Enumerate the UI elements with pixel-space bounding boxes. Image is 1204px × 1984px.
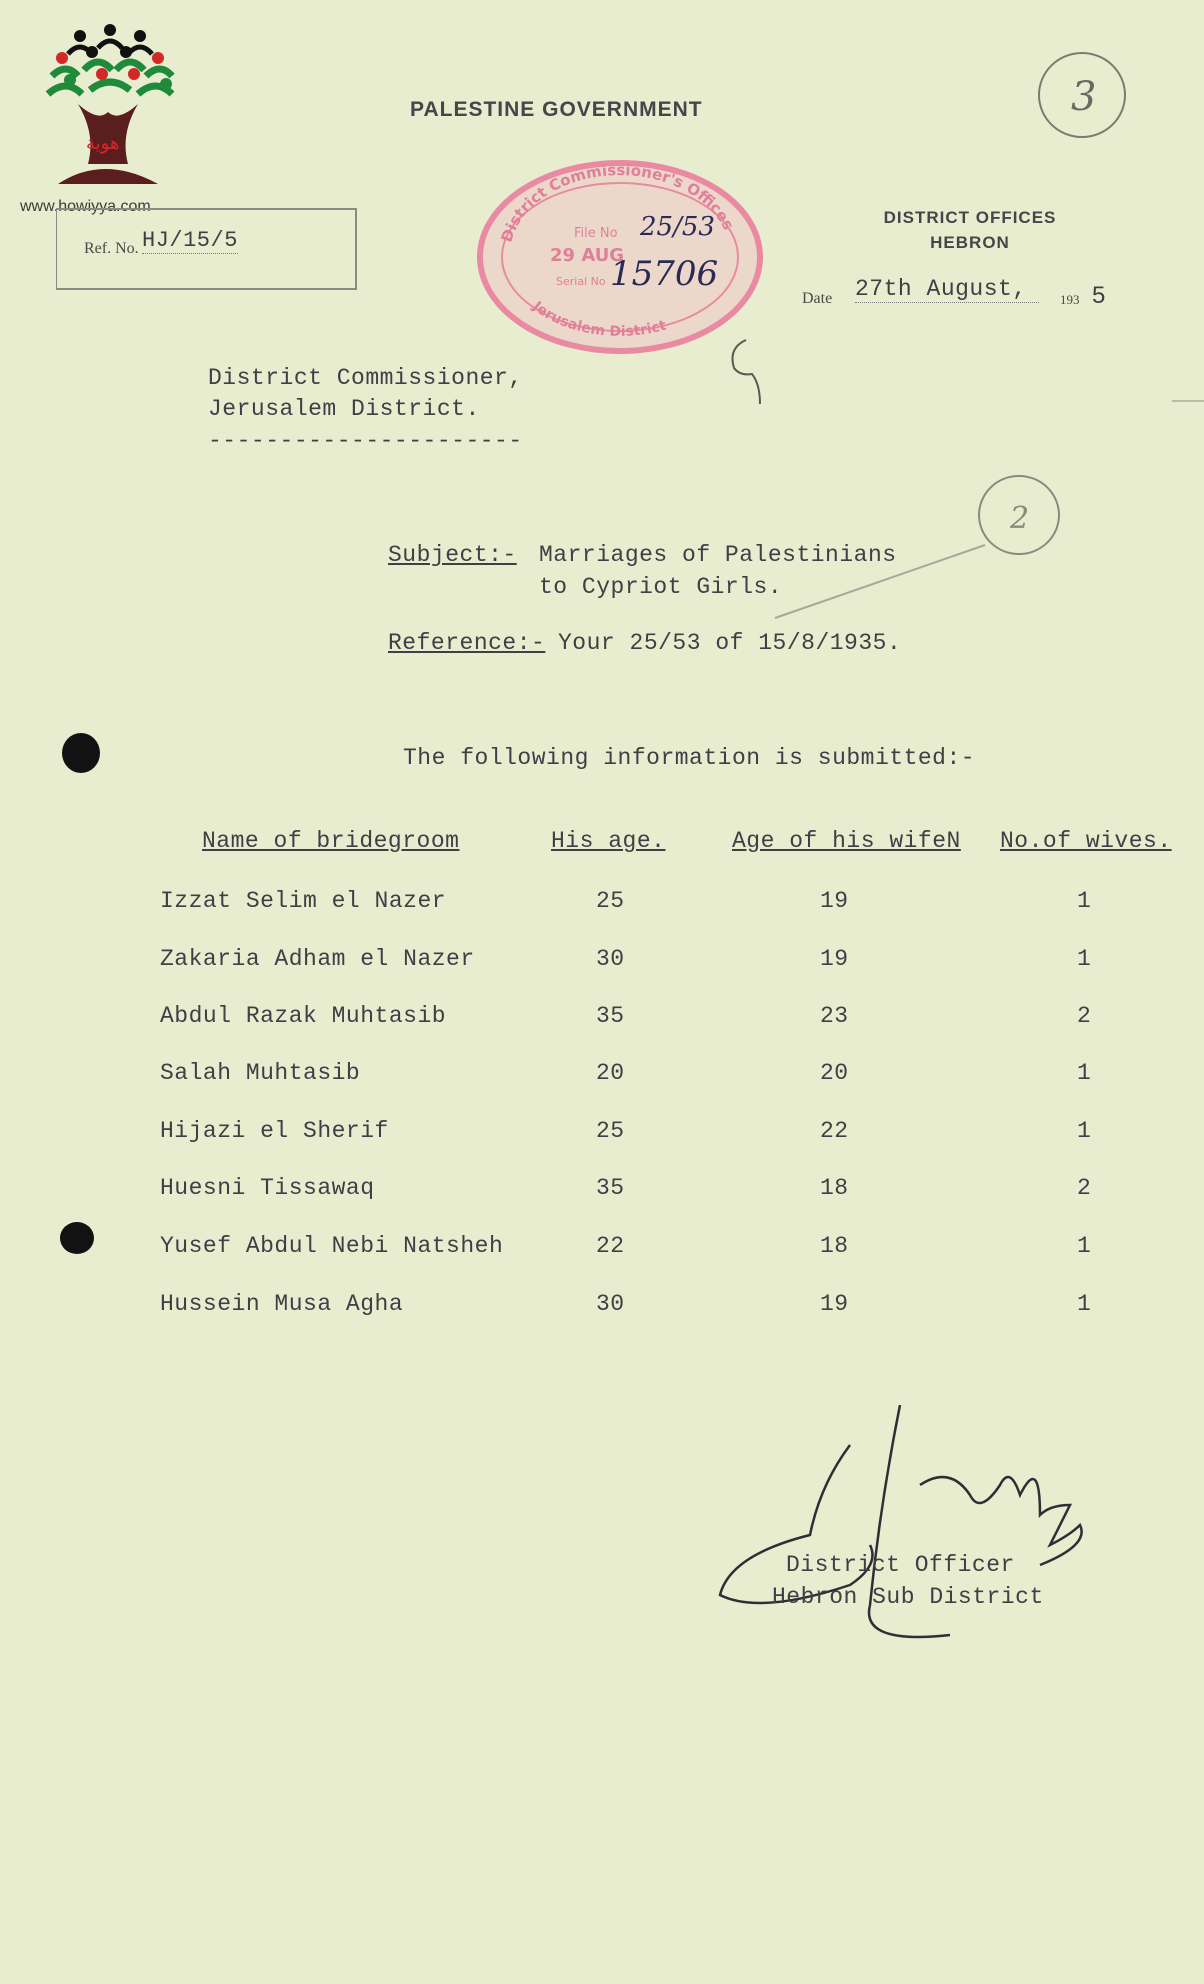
row-wives: 2 xyxy=(1077,1003,1092,1029)
row-wives: 1 xyxy=(1077,1233,1092,1259)
people-icon xyxy=(48,24,172,94)
row-wife-age: 20 xyxy=(820,1060,849,1086)
row-wife-age: 19 xyxy=(820,1291,849,1317)
date-value: 27th August, xyxy=(855,276,1039,303)
addressee-line1: District Commissioner, xyxy=(208,365,523,391)
row-wives: 2 xyxy=(1077,1175,1092,1201)
stamp-bottom-text: Jerusalem District xyxy=(529,298,669,340)
stamp-top-text: District Commissioner's Offices xyxy=(497,161,738,245)
row-age: 20 xyxy=(596,1060,625,1086)
row-wives: 1 xyxy=(1077,946,1092,972)
row-name: Hijazi el Sherif xyxy=(160,1118,389,1144)
row-name: Hussein Musa Agha xyxy=(160,1291,404,1317)
row-name: Zakaria Adham el Nazer xyxy=(160,946,475,972)
row-name: Huesni Tissawaq xyxy=(160,1175,375,1201)
row-wife-age: 18 xyxy=(820,1175,849,1201)
date-label: Date xyxy=(802,290,833,307)
ref-label: Ref. No. xyxy=(84,240,139,257)
pencil-mark xyxy=(726,330,766,410)
subject-label: Subject:- xyxy=(388,542,517,568)
enclosure-mark-text: 2 xyxy=(1010,501,1030,536)
row-age: 25 xyxy=(596,888,625,914)
page-number-mark xyxy=(1035,48,1129,142)
government-header: PALESTINE GOVERNMENT xyxy=(410,98,703,121)
stamp-serial-value: 15706 xyxy=(610,254,719,294)
row-age: 25 xyxy=(596,1118,625,1144)
addressee-rule: ---------------------- xyxy=(208,428,523,454)
row-name: Yusef Abdul Nebi Natsheh xyxy=(160,1233,504,1259)
subject-line1: Marriages of Palestinians xyxy=(539,542,897,568)
stamp-date: 29 AUG xyxy=(550,245,625,266)
row-wife-age: 18 xyxy=(820,1233,849,1259)
logo-url: www.howiyya.com xyxy=(20,198,151,215)
row-name: Izzat Selim el Nazer xyxy=(160,888,447,914)
row-wives: 1 xyxy=(1077,1060,1092,1086)
reference-text: Your 25/53 of 15/8/1935. xyxy=(558,630,902,656)
district-offices xyxy=(800,205,1140,255)
row-age: 35 xyxy=(596,1175,625,1201)
page-number-text: 3 xyxy=(1071,74,1097,120)
row-age: 22 xyxy=(596,1233,625,1259)
ref-value: HJ/15/5 xyxy=(142,228,238,253)
date-year-prefix: 193 xyxy=(1060,292,1080,307)
stamp-serial-label: Serial No xyxy=(556,275,606,288)
row-wife-age: 22 xyxy=(820,1118,849,1144)
row-wives: 1 xyxy=(1077,1118,1092,1144)
row-name: Salah Muhtasib xyxy=(160,1060,361,1086)
signatory-place: Hebron Sub District xyxy=(772,1584,1044,1610)
edge-mark xyxy=(1172,400,1204,402)
row-wives: 1 xyxy=(1077,1291,1092,1317)
logo-brand-text: هوية xyxy=(86,133,120,154)
row-name: Abdul Razak Muhtasib xyxy=(160,1003,447,1029)
column-header-name: Name of bridegroom xyxy=(202,828,460,854)
offices-line1: DISTRICT OFFICES xyxy=(883,208,1057,227)
punch-hole xyxy=(60,1222,94,1254)
row-wife-age: 19 xyxy=(820,888,849,914)
row-age: 30 xyxy=(596,1291,625,1317)
row-age: 30 xyxy=(596,946,625,972)
subject-line2: to Cypriot Girls. xyxy=(539,574,783,600)
signatory-title: District Officer xyxy=(786,1552,1015,1578)
row-wives: 1 xyxy=(1077,888,1092,914)
row-age: 35 xyxy=(596,1003,625,1029)
intro-text: The following information is submitted:- xyxy=(403,745,976,771)
punch-hole xyxy=(62,733,100,773)
stamp-file-value: 25/53 xyxy=(640,212,715,242)
column-header-age: His age. xyxy=(551,828,666,854)
addressee-line2: Jerusalem District. xyxy=(208,396,480,422)
row-wife-age: 23 xyxy=(820,1003,849,1029)
howiyya-logo xyxy=(18,24,188,214)
offices-line2: HEBRON xyxy=(930,233,1010,252)
reference-label: Reference:- xyxy=(388,630,546,656)
date-year-digit: 5 xyxy=(1092,282,1106,309)
column-header-wife-age: Age of his wifeN xyxy=(732,828,961,854)
row-wife-age: 19 xyxy=(820,946,849,972)
stamp-file-label: File No xyxy=(574,226,618,241)
column-header-wives: No.of wives. xyxy=(1000,828,1172,854)
received-stamp xyxy=(470,155,770,360)
